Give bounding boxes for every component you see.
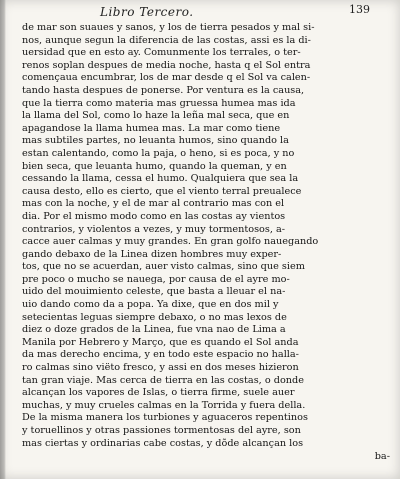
text-line: mas con la noche, y el de mar al contrario mas con el bbox=[22, 198, 285, 210]
text-line: mas subtiles partes, no leuanta humos, sino quando la bbox=[22, 135, 289, 147]
text-line: apagandose la llama humea mas. La mar como tiene bbox=[22, 122, 281, 134]
text-line: Manila por Hebrero y Março, que es quando el Sol anda bbox=[22, 336, 299, 348]
text-line: causa desto, ello es cierto, que el viento terral preualece bbox=[22, 185, 302, 197]
text-line: tos, que no se acuerdan, auer visto calmas, sino que siem bbox=[22, 261, 305, 273]
text-line: uio dando como da a popa. Ya dixe, que en dos mil y bbox=[22, 299, 279, 311]
text-line: alcançan los vapores de Islas, o tierra firme, suele auer bbox=[22, 387, 295, 399]
page-number: 139 bbox=[349, 3, 370, 16]
page-gutter-shadow bbox=[0, 0, 6, 479]
text-line: uersidad que en esto ay. Comunmente los terrales, o ter- bbox=[22, 47, 301, 59]
text-line: uido del mouimiento celeste, que basta a lleuar el na- bbox=[22, 286, 286, 298]
text-line: començaua encumbrar, los de mar desde q el Sol va calen- bbox=[22, 72, 311, 84]
text-line: de mar son suaues y sanos, y los de tierra pesados y mal si- bbox=[22, 22, 315, 33]
text-line: dia. Por el mismo modo como en las costas ay vientos bbox=[22, 210, 286, 222]
page-header bbox=[20, 0, 390, 20]
text-line: cacce auer calmas y muy grandes. En gran golfo nauegando bbox=[22, 236, 319, 248]
text-line: nos, aunque segun la diferencia de las costas, assi es la di- bbox=[22, 34, 311, 46]
text-line: que la tierra como materia mas gruessa humea mas ida bbox=[22, 97, 296, 109]
text-line: ro calmas sino viëto fresco, y assi en dos meses hizieron bbox=[22, 362, 299, 374]
text-line: pre poco o mucho se nauega, por causa de el ayre mo- bbox=[22, 273, 290, 285]
text-line: muchas, y muy crueles calmas en la Torrida y fuera della. bbox=[22, 399, 306, 411]
text-line: setecientas leguas siempre debaxo, o no mas lexos de bbox=[22, 311, 287, 323]
text-line: contrarios, y violentos a vezes, y muy tormentosos, a- bbox=[22, 223, 286, 235]
text-line: da mas derecho encima, y en todo este espacio no halla- bbox=[22, 349, 299, 361]
text-line: renos soplan despues de media noche, hasta q el Sol entra bbox=[22, 59, 311, 71]
text-line: bien seca, que leuanta humo, quando la queman, y en bbox=[22, 160, 287, 172]
text-line: De la misma manera los turbiones y aguaceros repentinos bbox=[22, 412, 308, 424]
catchword: ba- bbox=[374, 451, 390, 463]
text-line: gando debaxo de la Linea dizen hombres muy exper- bbox=[22, 248, 282, 260]
text-line: diez o doze grados de la Linea, fue vna nao de Lima a bbox=[22, 324, 286, 336]
text-line: tando hasta despues de ponerse. Por ventura es la causa, bbox=[22, 84, 305, 96]
text-line: tan gran viaje. Mas cerca de tierra en las costas, o donde bbox=[22, 374, 304, 386]
text-line: y toruellinos y otras passiones tormentosas del ayre, son bbox=[22, 425, 301, 436]
running-title: Libro Tercero. bbox=[100, 5, 194, 19]
text-line: la llama del Sol, como lo haze la leña mal seca, que en bbox=[22, 110, 290, 122]
text-line: mas ciertas y ordinarias cabe costas, y dõde alcançan los bbox=[22, 437, 304, 449]
text-line: cessando la llama, cessa el humo. Qualquiera que sea la bbox=[22, 173, 299, 185]
text-line: estan calentando, como la paja, o heno, si es poca, y no bbox=[22, 147, 295, 159]
body-text bbox=[22, 22, 390, 479]
